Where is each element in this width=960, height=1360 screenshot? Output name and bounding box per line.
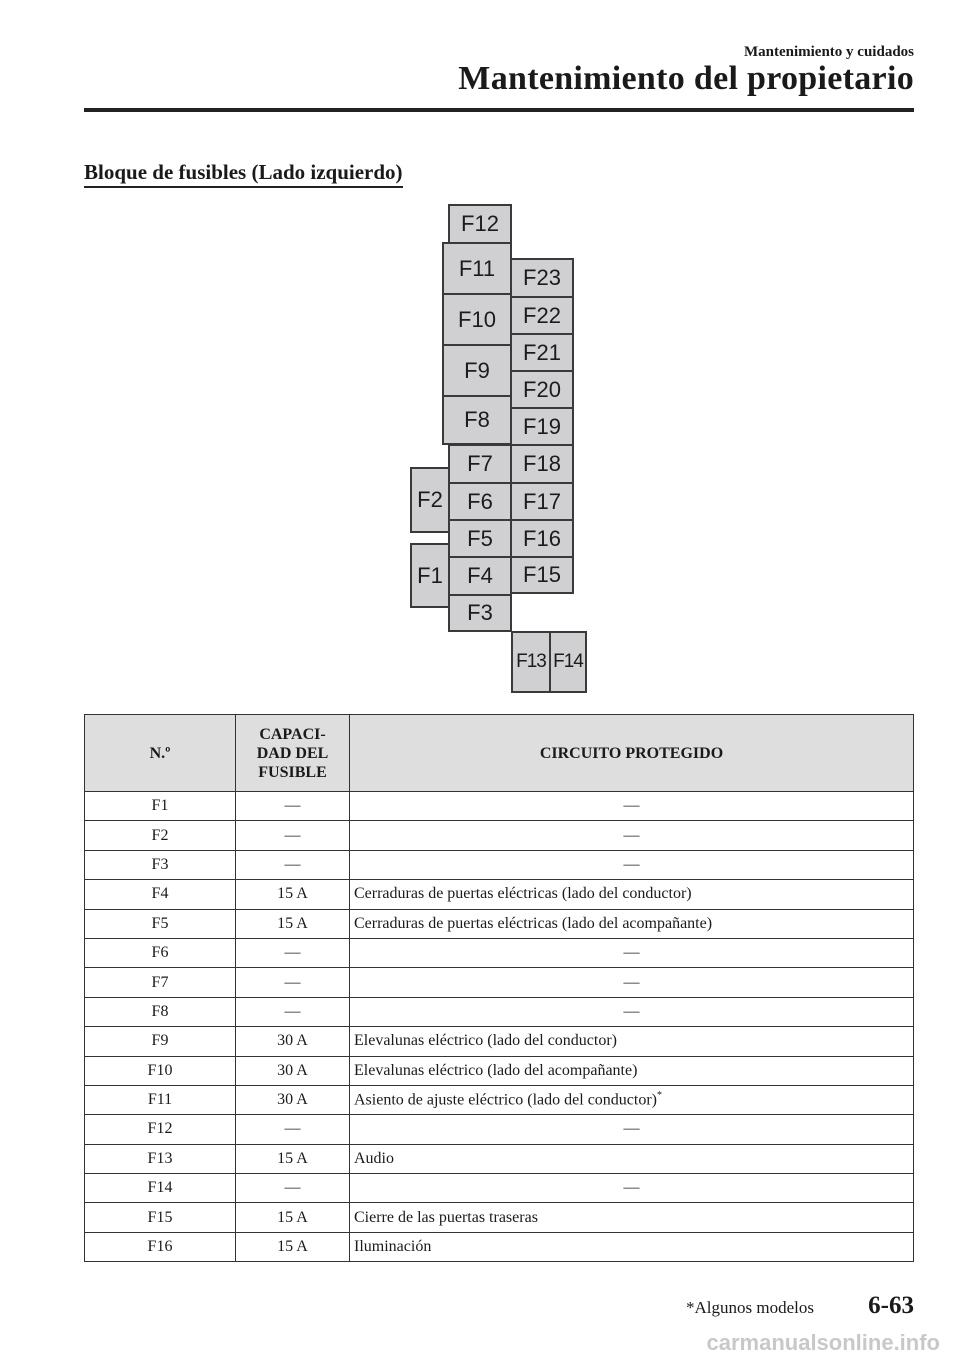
circuit-text: Asiento de ajuste eléctrico (lado del conductor) xyxy=(354,1091,657,1109)
table-header-row xyxy=(85,715,914,792)
table-row xyxy=(85,1115,914,1144)
cell-number: F6 xyxy=(85,938,236,967)
cell-number: F15 xyxy=(85,1203,236,1232)
cell-number: F11 xyxy=(85,1085,236,1114)
fuse-F8: F8 xyxy=(442,395,512,445)
fuse-F20: F20 xyxy=(510,370,574,409)
fuse-table xyxy=(84,714,914,1262)
table-row xyxy=(85,1232,914,1261)
table-row xyxy=(85,1085,914,1114)
cell-circuit: Audio xyxy=(350,1144,914,1173)
cell-circuit: — xyxy=(350,938,914,967)
cell-capacity: — xyxy=(236,968,350,997)
cell-capacity: 30 A xyxy=(236,1085,350,1114)
header-circuit: CIRCUITO PROTEGIDO xyxy=(350,715,914,792)
fuse-F22: F22 xyxy=(510,296,574,335)
table-row xyxy=(85,1144,914,1173)
cell-circuit: — xyxy=(350,1174,914,1203)
cell-circuit xyxy=(350,1085,914,1114)
header-capacity-line: FUSIBLE xyxy=(258,763,327,781)
cell-capacity: 15 A xyxy=(236,880,350,909)
cell-capacity: — xyxy=(236,821,350,850)
fuse-F4: F4 xyxy=(448,556,512,596)
cell-capacity: 15 A xyxy=(236,1144,350,1173)
cell-number: F7 xyxy=(85,968,236,997)
fuse-F10: F10 xyxy=(442,293,512,346)
cell-circuit: Cerraduras de puertas eléctricas (lado del acompañante) xyxy=(350,909,914,938)
section-title: Bloque de fusibles (Lado izquierdo) xyxy=(84,160,403,188)
fuse-F6: F6 xyxy=(448,482,512,521)
fuse-F3: F3 xyxy=(448,594,512,632)
fuse-F11: F11 xyxy=(442,242,512,295)
fuse-F16: F16 xyxy=(510,519,574,558)
cell-circuit: — xyxy=(350,821,914,850)
header-capacity-line: DAD DEL xyxy=(256,744,329,762)
fuse-F15: F15 xyxy=(510,556,574,594)
fuse-F23: F23 xyxy=(510,258,574,298)
cell-number: F14 xyxy=(85,1174,236,1203)
cell-capacity: — xyxy=(236,1115,350,1144)
cell-number: F4 xyxy=(85,880,236,909)
table-row xyxy=(85,821,914,850)
cell-circuit: — xyxy=(350,968,914,997)
table-row xyxy=(85,1174,914,1203)
fuse-F13: F13 xyxy=(511,631,551,693)
fuse-F18: F18 xyxy=(510,444,574,484)
header-capacity-line: CAPACI- xyxy=(259,725,326,743)
page-number: 6-63 xyxy=(868,1292,914,1319)
fuse-F7: F7 xyxy=(448,444,512,484)
fuse-F9: F9 xyxy=(442,344,512,397)
cell-circuit: Cierre de las puertas traseras xyxy=(350,1203,914,1232)
table-row xyxy=(85,909,914,938)
fuse-F12: F12 xyxy=(448,204,512,244)
table-row xyxy=(85,880,914,909)
cell-circuit: Elevalunas eléctrico (lado del acompañante) xyxy=(350,1056,914,1085)
table-row xyxy=(85,1203,914,1232)
cell-circuit: — xyxy=(350,792,914,821)
cell-number: F8 xyxy=(85,997,236,1026)
table-row xyxy=(85,938,914,967)
cell-number: F16 xyxy=(85,1232,236,1261)
footnote: *Algunos modelos xyxy=(686,1298,814,1317)
cell-capacity: 15 A xyxy=(236,1203,350,1232)
fuse-F5: F5 xyxy=(448,519,512,558)
fuse-F2: F2 xyxy=(410,467,450,533)
cell-number: F2 xyxy=(85,821,236,850)
cell-circuit: — xyxy=(350,850,914,879)
page-title: Mantenimiento del propietario xyxy=(458,60,914,97)
fuse-F14: F14 xyxy=(549,631,587,693)
cell-number: F10 xyxy=(85,1056,236,1085)
cell-capacity: 30 A xyxy=(236,1027,350,1056)
header-capacity xyxy=(236,715,350,792)
cell-capacity: — xyxy=(236,1174,350,1203)
header-number: N.º xyxy=(85,715,236,792)
fuse-F1: F1 xyxy=(410,543,450,608)
chapter-header: Mantenimiento y cuidados xyxy=(743,44,914,60)
cell-capacity: 15 A xyxy=(236,1232,350,1261)
cell-capacity: 15 A xyxy=(236,909,350,938)
cell-capacity: — xyxy=(236,997,350,1026)
table-row xyxy=(85,1027,914,1056)
fuse-F21: F21 xyxy=(510,333,574,372)
fuse-F19: F19 xyxy=(510,407,574,446)
cell-circuit: — xyxy=(350,1115,914,1144)
cell-number: F3 xyxy=(85,850,236,879)
table-row xyxy=(85,792,914,821)
table-row xyxy=(85,1056,914,1085)
some-models-marker: * xyxy=(657,1090,662,1102)
cell-capacity: — xyxy=(236,792,350,821)
cell-circuit: Cerraduras de puertas eléctricas (lado del conductor) xyxy=(350,880,914,909)
cell-capacity: — xyxy=(236,850,350,879)
cell-capacity: 30 A xyxy=(236,1056,350,1085)
table-row xyxy=(85,997,914,1026)
cell-number: F9 xyxy=(85,1027,236,1056)
cell-number: F1 xyxy=(85,792,236,821)
cell-number: F12 xyxy=(85,1115,236,1144)
cell-circuit: — xyxy=(350,997,914,1026)
table-row xyxy=(85,850,914,879)
cell-circuit: Elevalunas eléctrico (lado del conductor) xyxy=(350,1027,914,1056)
fuse-F17: F17 xyxy=(510,482,574,521)
header-rule xyxy=(84,108,914,112)
table-row xyxy=(85,968,914,997)
cell-number: F13 xyxy=(85,1144,236,1173)
watermark: carmanualsonline.info xyxy=(706,1330,940,1355)
cell-capacity: — xyxy=(236,938,350,967)
cell-number: F5 xyxy=(85,909,236,938)
cell-circuit: Iluminación xyxy=(350,1232,914,1261)
